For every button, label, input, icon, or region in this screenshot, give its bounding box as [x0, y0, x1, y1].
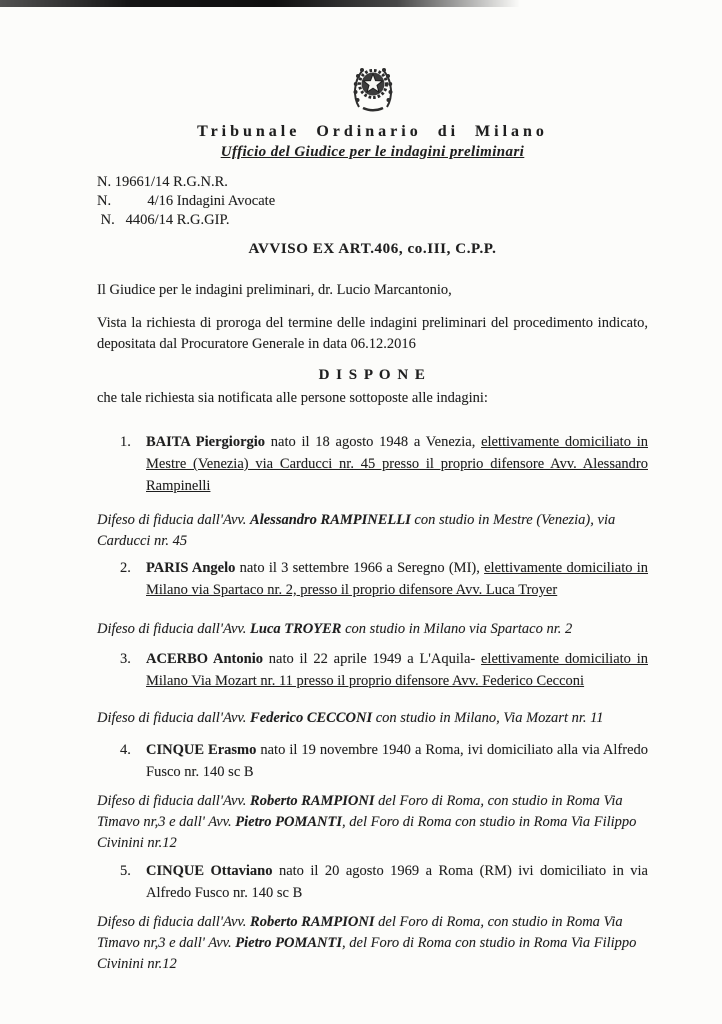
defense-lawyer-name: Alessandro RAMPINELLI [250, 512, 411, 528]
defendant-domicile: elettivamente domiciliato in Milano via Spartaco nr. 2, presso il proprio difensore Avv. Luca Troyer [146, 560, 649, 598]
case-number-rgnr: N. 19661/14 R.G.N.R. [97, 174, 228, 190]
defendant-number: 5. [120, 863, 131, 879]
request-paragraph: Vista la richiesta di proroga del termine delle indagini preliminari del procedimento indicato, depositata dal Procuratore Generale in data 06.12.2016 [97, 315, 648, 352]
defense-line-3 [97, 708, 648, 729]
defendant-name: CINQUE Ottaviano [146, 863, 273, 879]
case-number-indagini-avocate: N. 4/16 Indagini Avocate [97, 193, 276, 209]
document-header [97, 62, 648, 161]
defense-lawyer-name: Pietro POMANTI [235, 935, 343, 951]
defendant-number: 4. [120, 742, 131, 758]
judge-line: Il Giudice per le indagini preliminari, dr. Lucio Marcantonio, [97, 282, 452, 298]
defendant-detail: nato il 20 agosto 1969 a Roma (RM) ivi domiciliato in via Alfredo Fusco nr. 140 sc B [146, 863, 648, 901]
defendant-name: CINQUE Erasmo [146, 742, 257, 758]
defense-text: , del Foro di Roma con studio in Roma Via Filippo Civinini nr.12 [97, 814, 637, 851]
defendant-number: 1. [120, 434, 131, 450]
dispone-heading: D I S P O N E [318, 367, 427, 383]
defense-lawyer-name: Roberto RAMPIONI [250, 914, 375, 930]
defendant-item-3 [120, 648, 648, 692]
defense-text: con studio in Milano via Spartaco nr. 2 [341, 621, 573, 637]
defendant-item-4 [120, 739, 648, 783]
scan-artifact-bar [0, 0, 722, 7]
defense-text: Difeso di fiducia dall'Avv. [97, 793, 251, 809]
defendant-detail: nato il 18 agosto 1948 a Venezia, [265, 434, 482, 450]
defendant-name: ACERBO Antonio [146, 651, 263, 667]
defendant-name: PARIS Angelo [146, 560, 236, 576]
defense-lawyer-name: Roberto RAMPIONI [250, 793, 375, 809]
defendant-text [146, 557, 648, 601]
defense-lawyer-name: Pietro POMANTI [235, 814, 343, 830]
court-name: Tribunale Ordinario di Milano [197, 123, 548, 140]
italian-republic-emblem-icon [350, 62, 396, 114]
defendant-number: 2. [120, 560, 131, 576]
office-name: Ufficio del Giudice per le indagini preliminari [220, 144, 525, 160]
defense-text: Difeso di fiducia dall'Avv. [97, 621, 251, 637]
dispone-subline: che tale richiesta sia notificata alle persone sottoposte alle indagini: [97, 390, 488, 406]
defendant-text [146, 431, 648, 497]
defendant-detail: nato il 22 aprile 1949 a L'Aquila- [262, 651, 481, 667]
defendant-text [146, 648, 648, 692]
case-number-rggip: N. 4406/14 R.G.GIP. [97, 212, 230, 228]
defendant-detail: nato il 3 settembre 1966 a Seregno (MI), [235, 560, 485, 576]
notice-title: AVVISO EX ART.406, co.III, C.P.P. [248, 241, 497, 257]
defense-text: Difeso di fiducia dall'Avv. [97, 914, 251, 930]
defendant-text [146, 860, 648, 904]
defendant-name: BAITA Piergiorgio [146, 434, 266, 450]
defendant-item-1 [120, 431, 648, 497]
defendant-domicile: elettivamente domiciliato in Mestre (Venezia) via Carducci nr. 45 presso il proprio difensore Avv. Alessandro Rampinelli [146, 434, 648, 494]
defendant-domicile: elettivamente domiciliato in Milano Via Mozart nr. 11 presso il proprio difensore Avv. Federico Cecconi [146, 651, 648, 689]
defense-text: Difeso di fiducia dall'Avv. [97, 710, 251, 726]
defense-lawyer-name: Luca TROYER [250, 621, 342, 637]
defense-line-5 [97, 912, 648, 975]
defense-text: Difeso di fiducia dall'Avv. [97, 512, 251, 528]
defense-lawyer-name: Federico CECCONI [250, 710, 373, 726]
defendant-text [146, 739, 648, 783]
defense-text: con studio in Mestre (Venezia), via Carducci nr. 45 [97, 512, 616, 549]
defense-line-2 [97, 619, 648, 640]
defendant-item-2 [120, 557, 648, 601]
defense-text: del Foro di Roma, con studio in Roma Via Timavo nr,3 e dall' Avv. [97, 914, 623, 951]
defense-text: con studio in Milano, Via Mozart nr. 11 [372, 710, 604, 726]
defendant-detail: nato il 19 novembre 1940 a Roma, ivi domiciliato alla via Alfredo Fusco nr. 140 sc B [146, 742, 649, 780]
defense-text: del Foro di Roma, con studio in Roma Via Timavo nr,3 e dall' Avv. [97, 793, 623, 830]
defense-line-4 [97, 791, 648, 854]
case-numbers [97, 173, 648, 230]
defense-text: , del Foro di Roma con studio in Roma Via Filippo Civinini nr.12 [97, 935, 637, 972]
defendant-number: 3. [120, 651, 131, 667]
defendant-item-5 [120, 860, 648, 904]
defense-line-1 [97, 510, 648, 552]
